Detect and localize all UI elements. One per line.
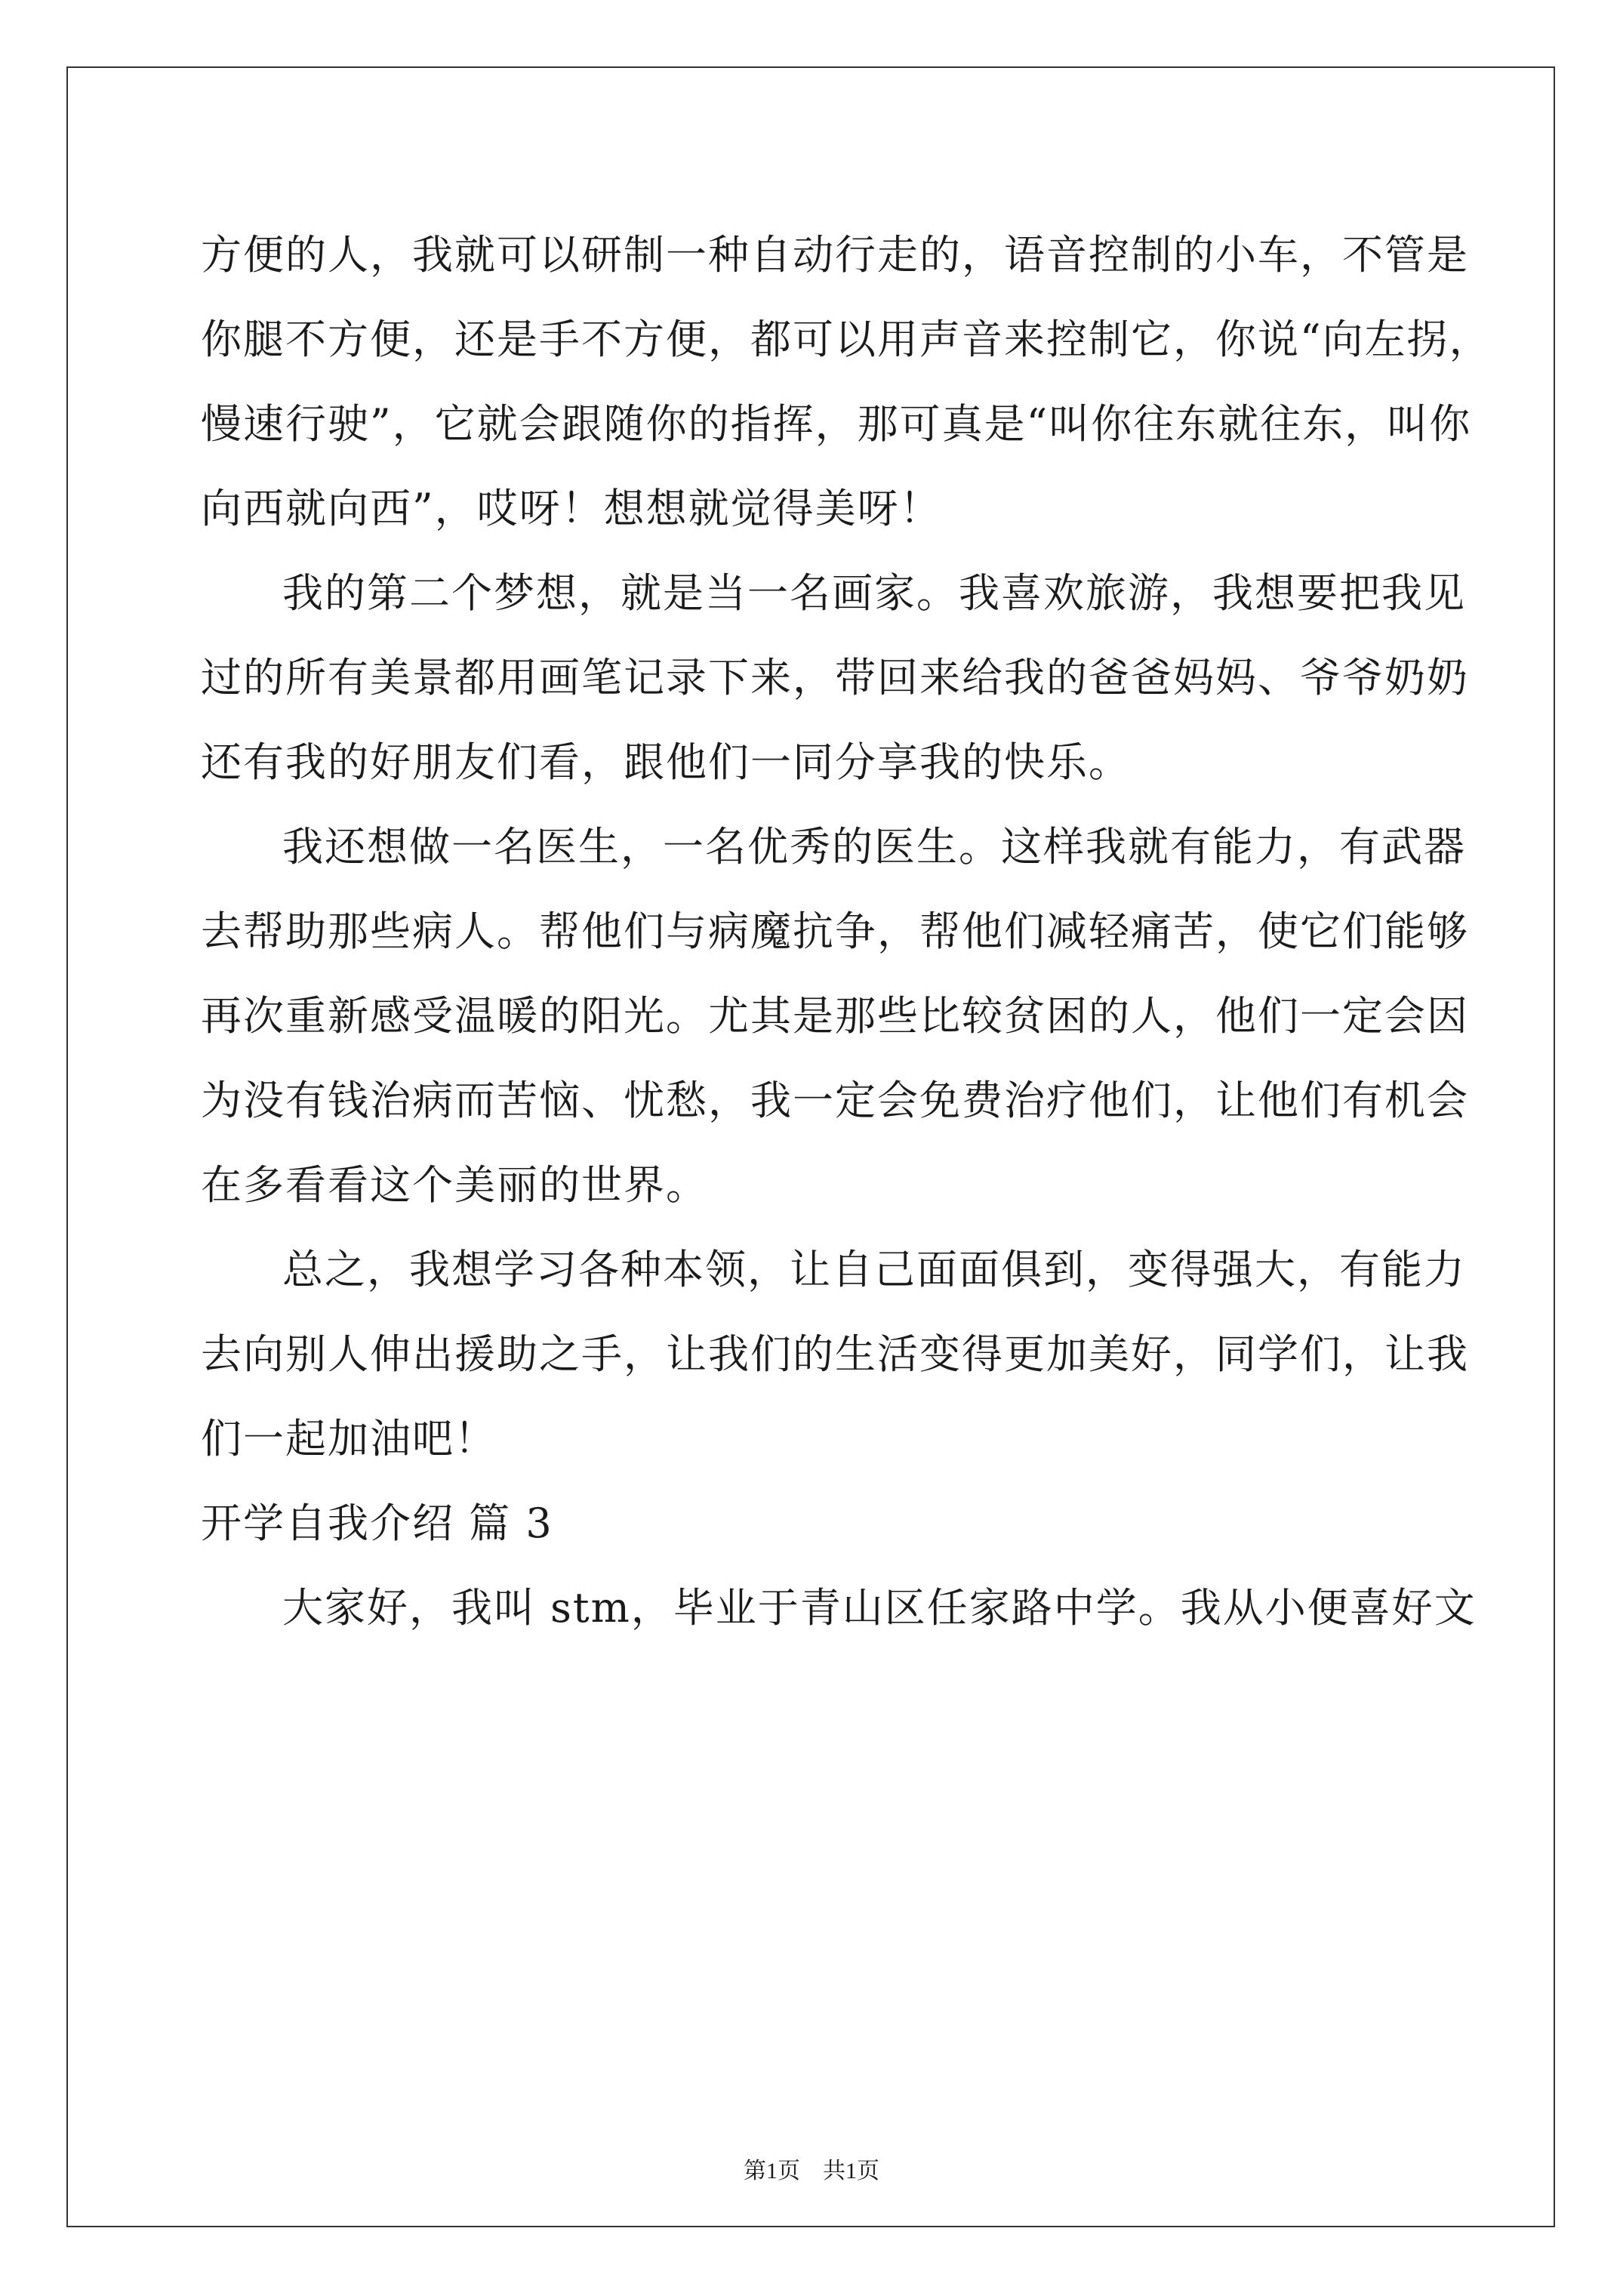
text-line-6: 过的所有美景都用画笔记录下来，带回来给我的爸爸妈妈、爷爷奶奶 xyxy=(201,654,1469,701)
text-line-3: 慢速行驶”，它就会跟随你的指挥，那可真是“叫你往东就往东，叫你 xyxy=(201,400,1472,448)
text-line-4: 向西就向西”，哎呀！想想就觉得美呀！ xyxy=(201,485,942,532)
text-line-9: 去帮助那些病人。帮他们与病魔抗争，帮他们减轻痛苦，使它们能够 xyxy=(201,908,1469,955)
paragraph-start-dream-doctor: 我还想做一名医生，一名优秀的医生。这样我就有能力，有武器 xyxy=(282,823,1466,871)
paragraph-start-dream-painter: 我的第二个梦想，就是当一名画家。我喜欢旅游，我想要把我见 xyxy=(282,569,1466,617)
text-line-11: 为没有钱治病而苦恼、忧愁，我一定会免费治疗他们，让他们有机会 xyxy=(201,1077,1469,1124)
paragraph-start-conclusion: 总之，我想学习各种本领，让自己面面俱到，变得强大，有能力 xyxy=(282,1246,1466,1293)
text-line-2: 你腿不方便，还是手不方便，都可以用声音来控制它，你说“向左拐， xyxy=(201,316,1492,363)
page-border xyxy=(66,66,1555,2227)
text-line-15: 们一起加油吧！ xyxy=(201,1415,497,1462)
page-footer: 第1页 共1页 xyxy=(744,2159,879,2184)
text-line-14: 去向别人伸出援助之手，让我们的生活变得更加美好，同学们，让我 xyxy=(201,1330,1469,1378)
text-line-12: 在多看看这个美丽的世界。 xyxy=(201,1161,708,1209)
text-line-1: 方便的人，我就可以研制一种自动行走的，语音控制的小车，不管是 xyxy=(201,231,1469,279)
section-heading: 开学自我介绍 篇 3 xyxy=(201,1499,553,1547)
text-line-7: 还有我的好朋友们看，跟他们一同分享我的快乐。 xyxy=(201,738,1131,786)
text-line-10: 再次重新感受温暖的阳光。尤其是那些比较贫困的人，他们一定会因 xyxy=(201,992,1469,1040)
paragraph-start-introduction: 大家好，我叫 stm，毕业于青山区任家路中学。我从小便喜好文 xyxy=(282,1584,1477,1632)
